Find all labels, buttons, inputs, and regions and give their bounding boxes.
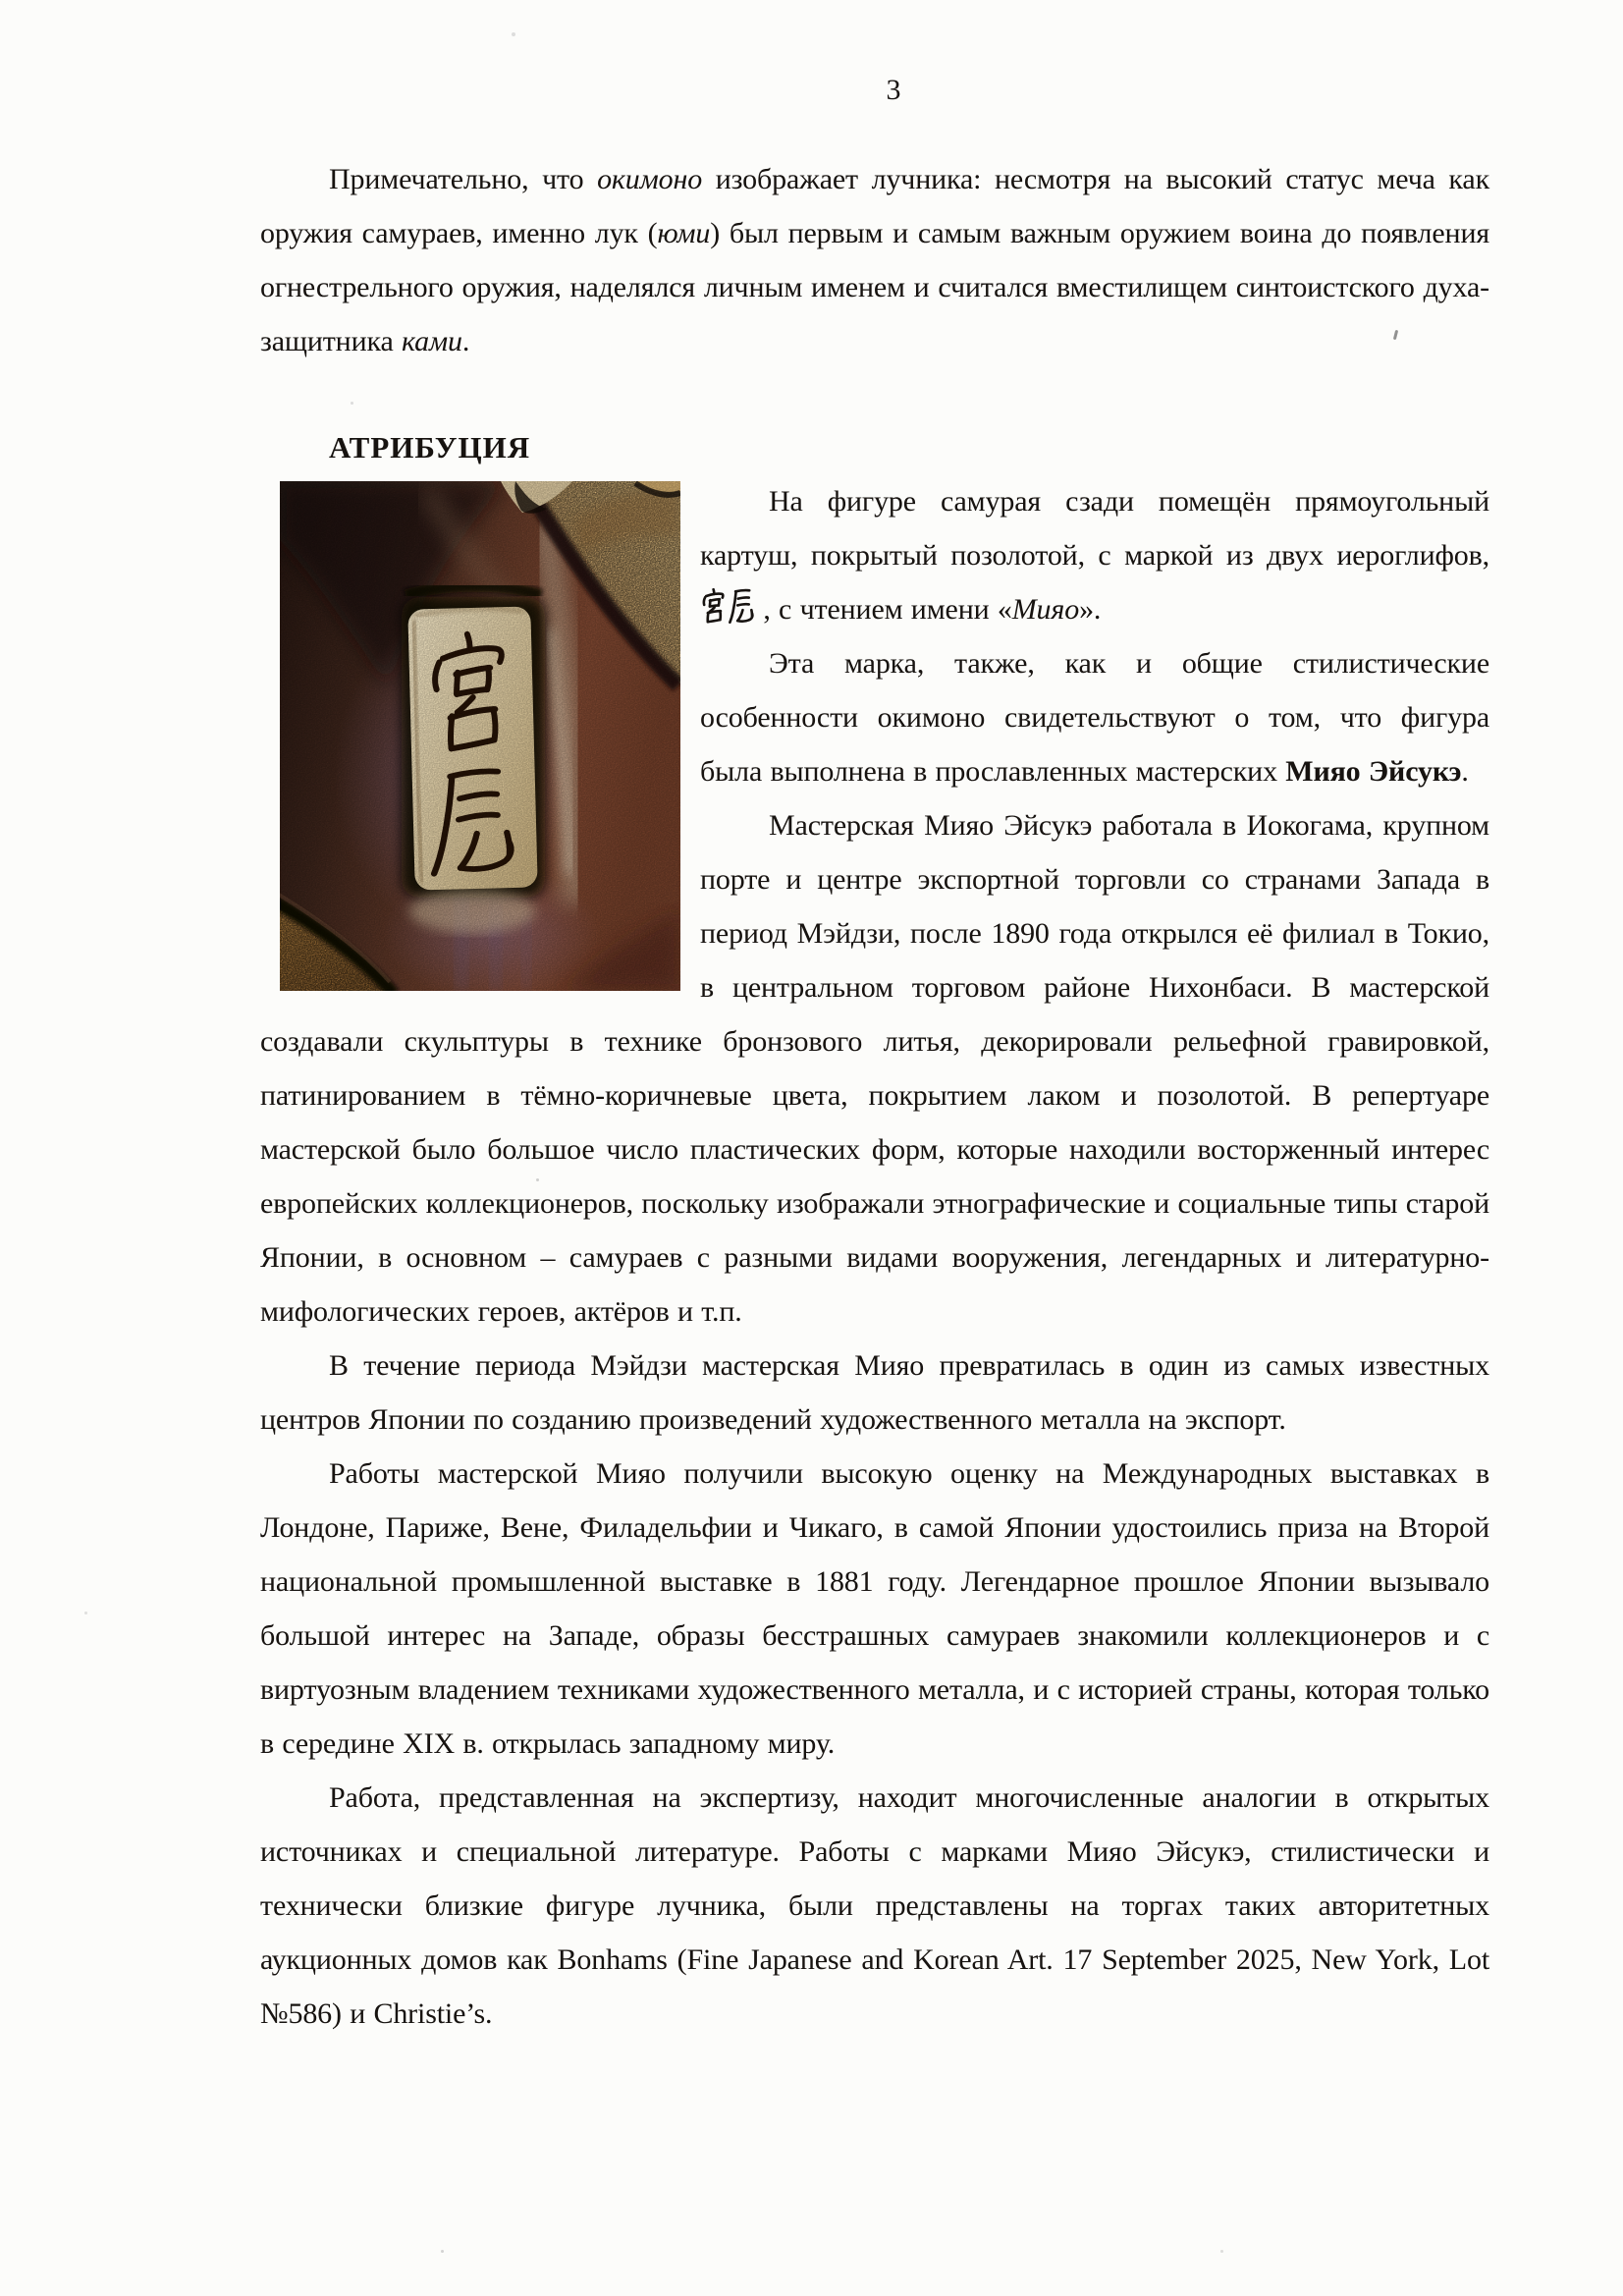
scan-speck (84, 1612, 87, 1614)
paragraph-intro: Примечательно, что окимоно изображает лучника: несмотря на высокий статус меча как оружия самураев, именно лук (юми) был первым и самым важным оружием воина до появления огнестрельного оружия, наделялся личным именем и считался вместилищем синтоистского духа-защитника ками. (260, 163, 1490, 357)
kanji-mark-inline (700, 593, 763, 626)
page-content (260, 152, 1489, 2041)
scan-speck (536, 1178, 539, 1181)
page-number: 3 (886, 74, 901, 106)
paragraph-attribution-3: Мастерская Мияо Эйсукэ работала в Иокогама, крупном порте и центре экспортной торговли со странами Запада в период Мэйдзи, после 1890 года открылся её филиал в Токио, в центральном торговом районе Нихонбаси. В мастерской создавали скульптуры в технике бронзового литья, декорировали рельефной гравировкой, патинированием в тёмно-коричневые цвета, покрытием лаком и позолотой. В репертуаре мастерской было большое число пластических форм, которые находили восторженный интерес европейских коллекционеров, поскольку изображали этнографические и социальные типы старой Японии, в основном – самураев с разными видами вооружения, легендарных и литературно-мифологических героев, актёров и т.п. (260, 809, 1489, 1328)
paragraph-analogies: Работа, представленная на экспертизу, находит многочисленные аналогии в открытых источниках и специальной литературе. Работы с марками Мияо Эйсукэ, стилистически и технически близкие фигуре лучника, были представлены на торгах таких авторитетных аукционных домов как Bonhams (Fine Japanese and Korean Art. 17 September 2025, New York, Lot №586) и Christie’s. (260, 1781, 1489, 2030)
paragraph-exhibitions: Работы мастерской Мияо получили высокую оценку на Международных выставках в Лондоне, Париже, Вене, Филадельфии и Чикаго, в самой Японии удостоились приза на Второй национальной промышленной выставке в 1881 году. Легендарное прошлое Японии вызывало большой интерес на Западе, образы бесстрашных самураев знакомили коллекционеров и с виртуозным владением техниками художественного металла, и с историей страны, которая только в середине XIX в. открылась западному миру. (260, 1457, 1489, 1760)
section-heading-attribution: АТРИБУЦИЯ (329, 430, 531, 465)
scan-speck (512, 32, 515, 36)
cartouche-photo-image (280, 481, 680, 991)
paragraph-attribution-2: Эта марка, также, как и общие стилистические особенности окимоно свидетельствуют о том, что фигура была выполнена в прославленных мастерских Мияо Эйсукэ. (700, 647, 1489, 788)
cartouche-photo (280, 481, 680, 991)
scan-speck (441, 2250, 444, 2253)
attribution-section (260, 474, 1489, 1339)
scan-speck (351, 402, 353, 405)
scan-speck (1220, 2250, 1223, 2253)
paragraph-meiji: В течение периода Мэйдзи мастерская Мияо превратилась в один из самых известных центров Японии по созданию произведений художественного металла на экспорт. (260, 1349, 1489, 1436)
paragraph-attribution-1: На фигуре самурая сзади помещён прямоугольный картуш, покрытый позолотой, с маркой из двух иероглифов, , с чтением имени «Мияо». (700, 485, 1489, 626)
